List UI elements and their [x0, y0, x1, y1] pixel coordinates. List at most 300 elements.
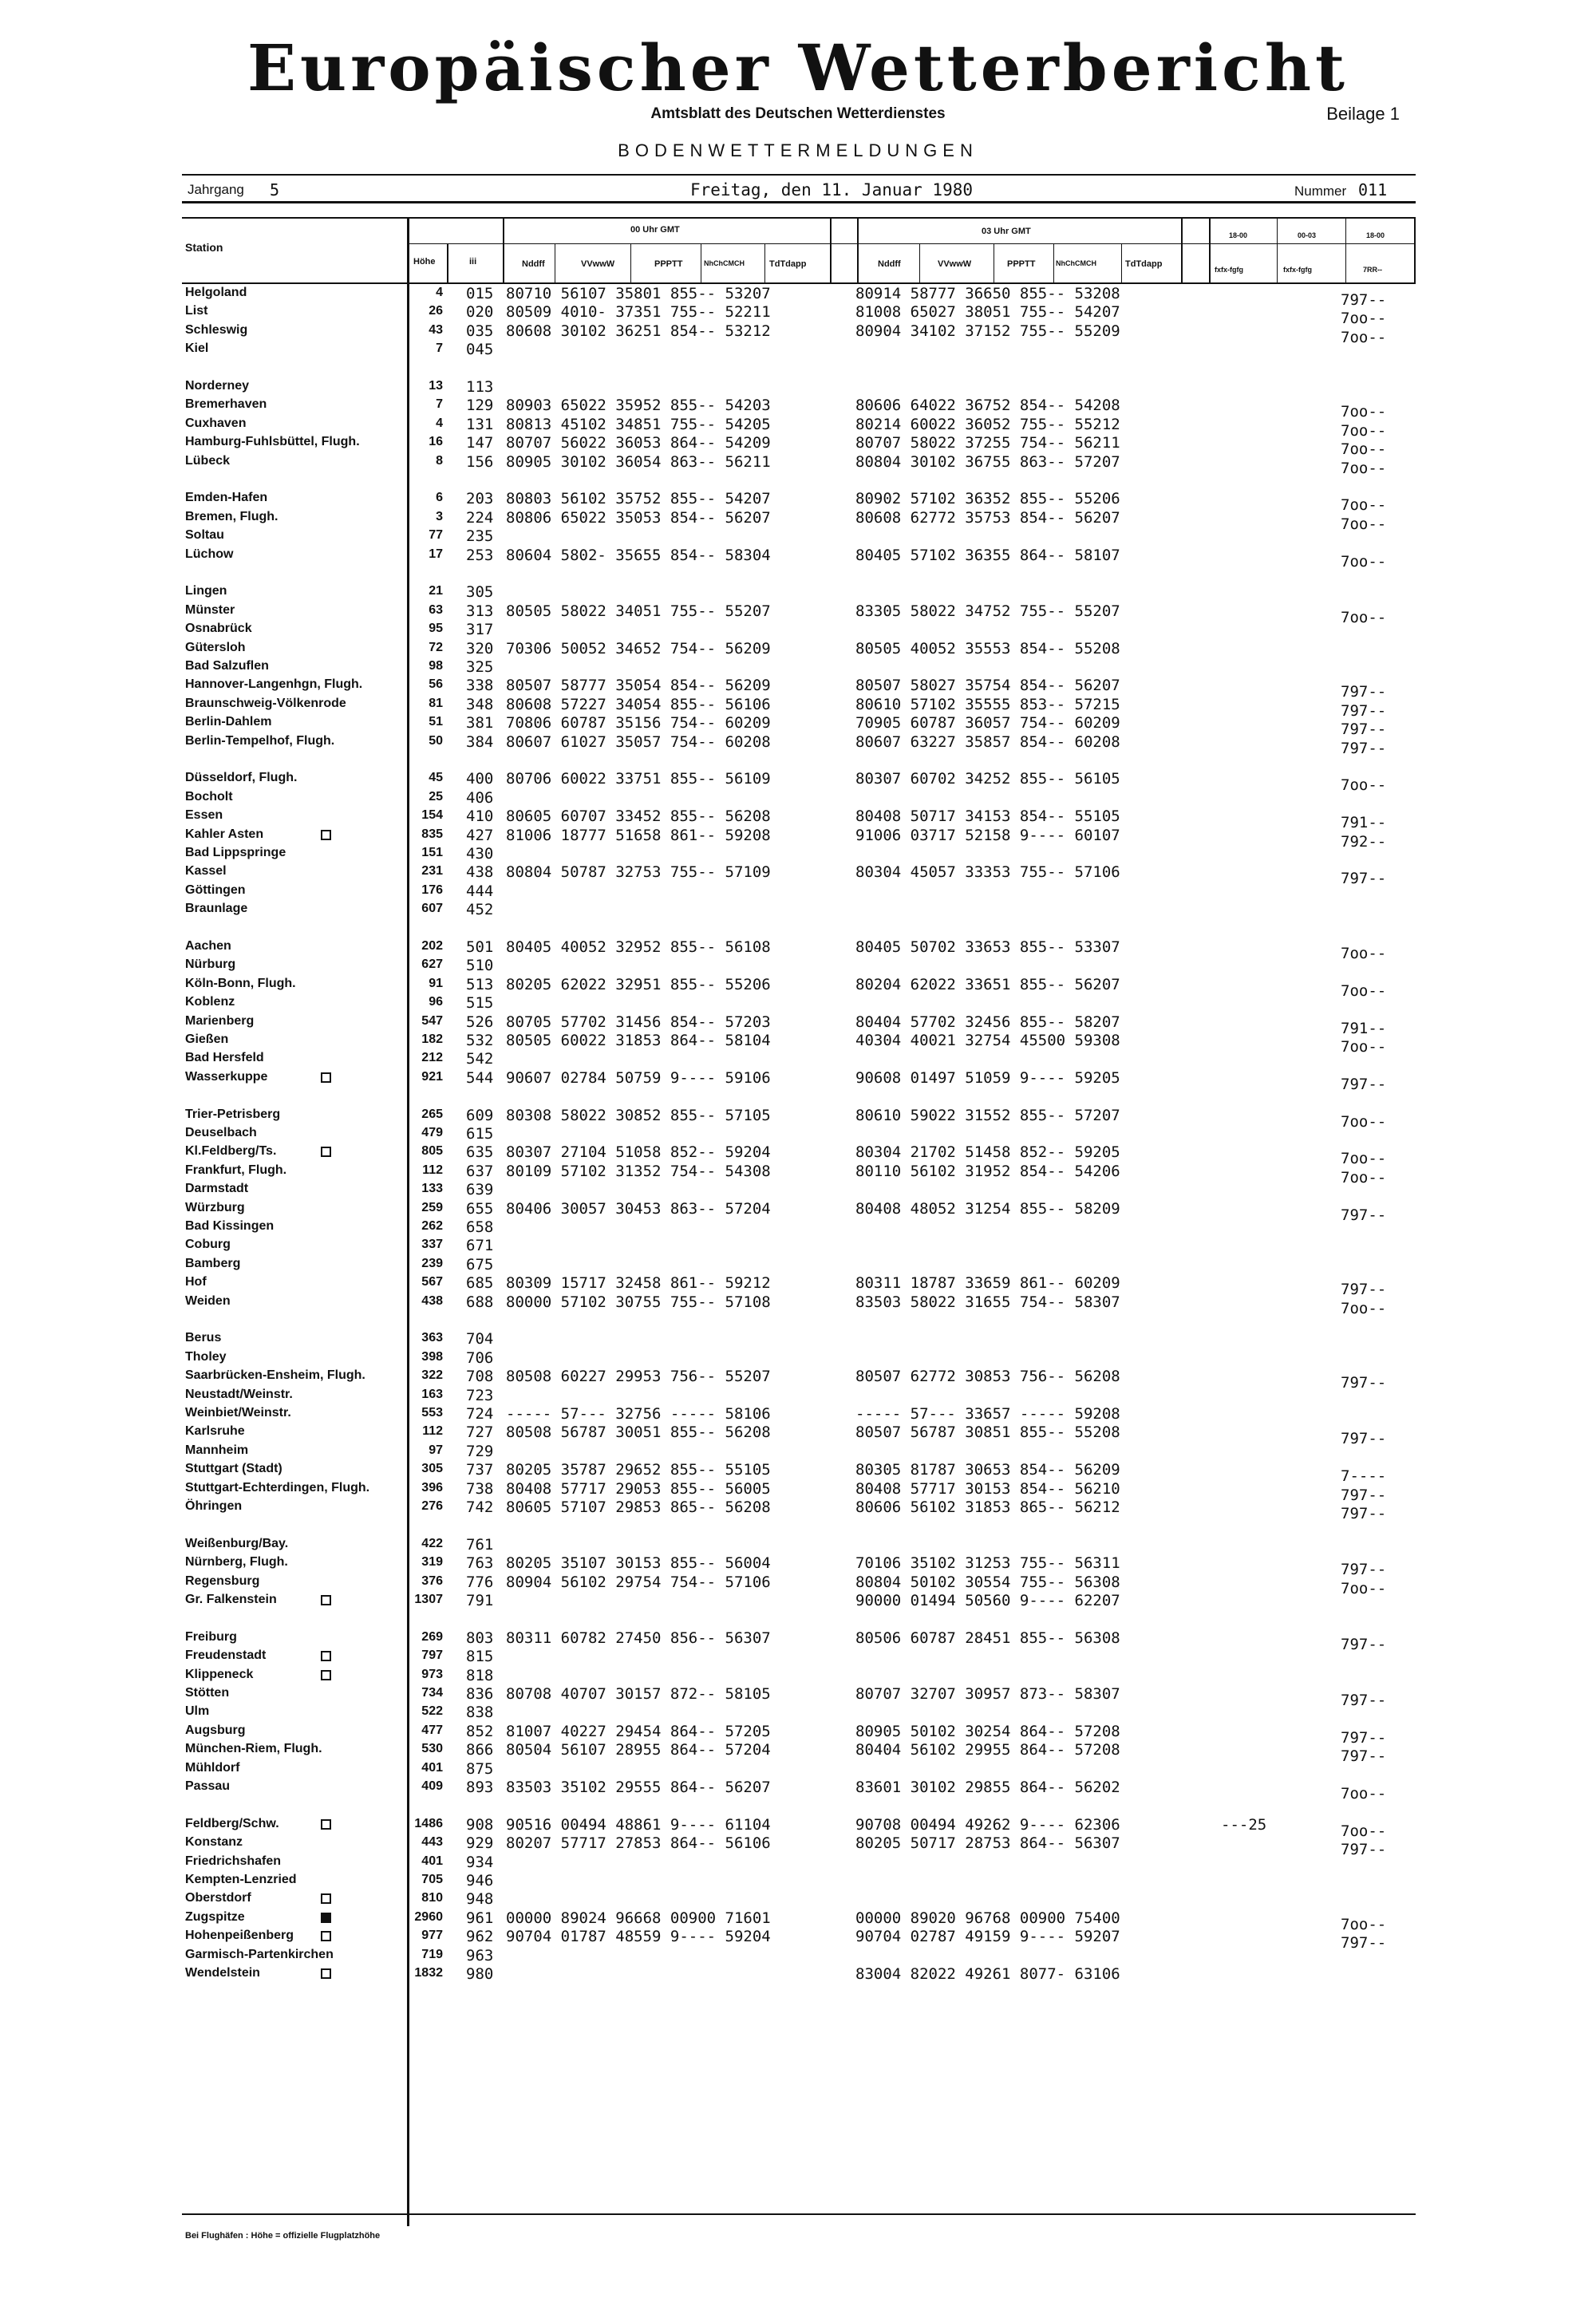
- station-name: Göttingen: [185, 882, 246, 897]
- station-name: Weißenburg/Bay.: [185, 1536, 289, 1550]
- station-name: Wasserkuppe: [185, 1069, 268, 1084]
- obs-03utc: 80311 18787 33659 861-- 60209: [855, 1274, 1120, 1293]
- station-name: Karlsruhe: [185, 1424, 245, 1439]
- station-height: 553: [421, 1406, 443, 1419]
- station-name: Kl.Feldberg/Ts.: [185, 1144, 277, 1159]
- open-square-icon: [321, 1819, 331, 1830]
- station-iii: 113: [466, 378, 494, 396]
- rule-vertical-iii: [503, 217, 504, 284]
- station-iii: 020: [466, 303, 494, 322]
- precip-group: 7oo--: [1341, 403, 1387, 421]
- station-name: Ulm: [185, 1704, 210, 1719]
- precip-group: 7oo--: [1341, 328, 1387, 346]
- col00-tdtdapp: TdTdapp: [769, 259, 807, 269]
- station-height: 151: [421, 846, 443, 859]
- obs-03utc: 40304 40021 32754 45500 59308: [855, 1032, 1120, 1049]
- obs-00utc: 90516 00494 48861 9---- 61104: [506, 1815, 771, 1834]
- obs-00utc: 80508 60227 29953 756-- 55207: [506, 1368, 771, 1386]
- station-name: Konstanz: [185, 1835, 243, 1850]
- precip-group: 7oo--: [1341, 421, 1387, 440]
- header-rule-mid: [409, 243, 1238, 244]
- station-name: Kiel: [185, 342, 209, 356]
- station-iii: 544: [466, 1068, 494, 1087]
- precip-group: 791--: [1341, 1019, 1387, 1037]
- station-height: 7: [436, 397, 443, 412]
- precip-group: 797--: [1341, 1841, 1387, 1859]
- station-name: Münster: [185, 602, 235, 617]
- station-iii: 761: [466, 1535, 494, 1554]
- precip-group: 7oo--: [1341, 459, 1387, 477]
- rule-sub-00-2: [630, 243, 631, 283]
- station-name: Augsburg: [185, 1723, 246, 1737]
- precip-group: 797--: [1341, 1692, 1387, 1709]
- station-height: 396: [421, 1480, 443, 1494]
- station-iii: 348: [466, 695, 494, 713]
- obs-03utc: 80608 62772 35753 854-- 56207: [855, 508, 1120, 527]
- rule-vertical-03-end: [1181, 217, 1183, 284]
- station-height: 319: [421, 1555, 443, 1570]
- obs-03utc: 80804 50102 30554 755-- 56308: [855, 1573, 1120, 1591]
- obs-03utc: 80304 21702 51458 852-- 59205: [855, 1143, 1120, 1162]
- obs-03utc: 80408 48052 31254 855-- 58209: [855, 1199, 1120, 1218]
- station-height: 401: [421, 1854, 443, 1868]
- station-height: 262: [421, 1219, 443, 1233]
- issue-date: Freitag, den 11. Januar 1980: [690, 180, 974, 199]
- station-height: 547: [421, 1013, 443, 1028]
- obs-00utc: 80708 40707 30157 872-- 58105: [506, 1685, 771, 1703]
- station-height: 443: [421, 1835, 443, 1850]
- obs-03utc: 83004 82022 49261 8077- 63106: [855, 1965, 1120, 1983]
- obs-00utc: 00000 89024 96668 00900 71601: [506, 1909, 771, 1927]
- jahrgang-value: 5: [270, 180, 280, 199]
- station-height: 479: [421, 1126, 443, 1139]
- station-height: 4: [436, 416, 443, 430]
- station-iii: 325: [466, 658, 494, 676]
- station-height: 522: [421, 1704, 443, 1719]
- station-height: 259: [421, 1200, 443, 1214]
- precip-group: 797--: [1341, 1374, 1387, 1392]
- precip-group: 7oo--: [1341, 608, 1387, 626]
- station-name: List: [185, 304, 208, 318]
- obs-03utc: 80507 56787 30851 855-- 55208: [855, 1423, 1120, 1442]
- open-square-icon: [321, 1651, 331, 1661]
- station-name: Soltau: [185, 528, 224, 543]
- obs-00utc: 80405 40052 32952 855-- 56108: [506, 938, 771, 956]
- station-name: Lingen: [185, 584, 227, 598]
- station-iii: 866: [466, 1741, 494, 1759]
- header-rule-top: [182, 217, 1416, 219]
- precip-group: 797--: [1341, 1281, 1387, 1299]
- station-name: Braunschweig-Völkenrode: [185, 696, 346, 710]
- station-iii: 929: [466, 1834, 494, 1853]
- station-name: Aachen: [185, 939, 231, 953]
- obs-00utc: 80607 61027 35057 754-- 60208: [506, 732, 771, 751]
- open-square-icon: [321, 1931, 331, 1941]
- station-iii: 035: [466, 322, 494, 340]
- station-name: Öhringen: [185, 1499, 243, 1513]
- rule-vertical-00: [830, 217, 832, 284]
- station-iii: 838: [466, 1704, 494, 1722]
- precip-group: 7oo--: [1341, 1150, 1387, 1168]
- station-iii: 948: [466, 1890, 494, 1909]
- station-iii: 893: [466, 1779, 494, 1796]
- obs-03utc: 80205 50717 28753 864-- 56307: [855, 1834, 1120, 1853]
- station-name: Hof: [185, 1275, 207, 1289]
- station-name: Gießen: [185, 1033, 229, 1046]
- obs-00utc: 80608 57227 34054 855-- 56106: [506, 695, 771, 713]
- station-iii: 639: [466, 1181, 494, 1199]
- station-name: Weiden: [185, 1293, 231, 1308]
- station-height: 797: [421, 1648, 443, 1663]
- station-iii: 410: [466, 807, 494, 826]
- obs-03utc: 70106 35102 31253 755-- 56311: [855, 1554, 1120, 1573]
- supplement-label: Beilage 1: [1326, 104, 1400, 124]
- station-height: 921: [421, 1069, 443, 1084]
- station-iii: 129: [466, 397, 494, 415]
- station-name: Düsseldorf, Flugh.: [185, 771, 298, 785]
- station-name: Stötten: [185, 1686, 230, 1700]
- station-height: 154: [421, 808, 443, 823]
- station-name: Coburg: [185, 1238, 231, 1252]
- rule-vertical-extra-2: [1277, 217, 1278, 284]
- station-iii: 738: [466, 1479, 494, 1498]
- col03-vvwww: VVwwW: [938, 259, 972, 269]
- station-height: 112: [422, 1163, 443, 1177]
- station-name: Kassel: [185, 864, 227, 879]
- station-name: Regensburg: [185, 1573, 260, 1588]
- obs-03utc: ----- 57--- 33657 ----- 59208: [855, 1405, 1120, 1423]
- obs-03utc: 00000 89020 96768 00900 75400: [855, 1909, 1120, 1927]
- precip-group: 7oo--: [1341, 1038, 1387, 1056]
- col-iii-header: iii: [469, 257, 477, 267]
- station-height: 176: [421, 882, 443, 897]
- filled-square-icon: [321, 1913, 331, 1923]
- precip-group: 7oo--: [1341, 1168, 1387, 1187]
- station-height: 50: [429, 733, 443, 748]
- station-height: 276: [421, 1499, 443, 1513]
- obs-00utc: 80813 45102 34851 755-- 54205: [506, 415, 771, 433]
- station-name: Braunlage: [185, 902, 248, 916]
- precip-group: 792--: [1341, 832, 1387, 851]
- station-height: 112: [422, 1424, 443, 1439]
- station-name: Bamberg: [185, 1256, 241, 1270]
- station-iii: 934: [466, 1853, 494, 1871]
- station-height: 45: [429, 771, 443, 785]
- obs-03utc: 80505 40052 35553 854-- 55208: [855, 639, 1120, 657]
- station-iii: 763: [466, 1554, 494, 1573]
- obs-00utc: 80605 60707 33452 855-- 56208: [506, 807, 771, 826]
- station-height: 2960: [414, 1909, 443, 1924]
- station-iii: 635: [466, 1143, 494, 1162]
- obs-00utc: 81007 40227 29454 864-- 57205: [506, 1722, 771, 1740]
- station-iii: 961: [466, 1909, 494, 1927]
- station-name: Stuttgart-Echterdingen, Flugh.: [185, 1480, 370, 1494]
- station-name: Wendelstein: [185, 1966, 260, 1980]
- station-height: 13: [429, 379, 443, 393]
- station-iii: 438: [466, 863, 494, 882]
- station-height: 163: [421, 1387, 443, 1401]
- rule-top: [182, 174, 1416, 176]
- col00-ppptt: PPPTT: [654, 259, 683, 269]
- station-name: Bad Hersfeld: [185, 1051, 264, 1065]
- obs-00utc: 80505 60022 31853 864-- 58104: [506, 1032, 771, 1049]
- station-height: 3: [436, 509, 443, 523]
- station-name: Hohenpeißenberg: [185, 1929, 294, 1943]
- station-name: Essen: [185, 808, 223, 823]
- precip-group: 797--: [1341, 1206, 1387, 1224]
- station-height: 7: [436, 342, 443, 356]
- station-name: Friedrichshafen: [185, 1854, 282, 1868]
- obs-03utc: 80204 62022 33651 855-- 56207: [855, 975, 1120, 993]
- station-height: 133: [421, 1182, 443, 1196]
- rule-sub-03-3: [1053, 243, 1054, 283]
- station-iii: 688: [466, 1293, 494, 1311]
- station-iii: 430: [466, 845, 494, 863]
- station-name: Saarbrücken-Ensheim, Flugh.: [185, 1368, 365, 1383]
- station-iii: 615: [466, 1125, 494, 1143]
- col03-clouds: NhChCMCH: [1056, 259, 1096, 267]
- station-iii: 015: [466, 285, 494, 302]
- station-height: 1307: [414, 1593, 443, 1606]
- precip-group: 7oo--: [1341, 515, 1387, 533]
- obs-00utc: 80806 65022 35053 854-- 56207: [506, 508, 771, 527]
- obs-00utc: 80307 27104 51058 852-- 59204: [506, 1143, 771, 1162]
- station-name: Nürnberg, Flugh.: [185, 1555, 288, 1570]
- station-height: 21: [429, 584, 443, 598]
- col03-ppptt: PPPTT: [1007, 259, 1036, 269]
- station-iii: 685: [466, 1274, 494, 1293]
- station-name: Freudenstadt: [185, 1648, 267, 1663]
- obs-03utc: 80902 57102 36352 855-- 55206: [855, 490, 1120, 508]
- station-iii: 836: [466, 1685, 494, 1703]
- station-height: 43: [429, 322, 443, 337]
- station-iii: 313: [466, 602, 494, 620]
- station-height: 376: [421, 1573, 443, 1588]
- station-height: 77: [429, 528, 443, 543]
- open-square-icon: [321, 1670, 331, 1680]
- station-iii: 708: [466, 1368, 494, 1386]
- block-00-header: 00 Uhr GMT: [630, 225, 680, 235]
- obs-03utc: 90708 00494 49262 9---- 62306: [855, 1815, 1120, 1834]
- station-iii: 317: [466, 621, 494, 639]
- open-square-icon: [321, 1968, 331, 1979]
- col00-clouds: NhChCMCH: [704, 259, 745, 267]
- station-name: Schleswig: [185, 322, 248, 337]
- station-name: Köln-Bonn, Flugh.: [185, 976, 296, 990]
- obs-03utc: 91006 03717 52158 9---- 60107: [855, 826, 1120, 844]
- station-height: 26: [429, 304, 443, 318]
- station-height: 95: [429, 622, 443, 636]
- gust-group: ---25: [1221, 1815, 1267, 1834]
- obs-00utc: 80608 30102 36251 854-- 53212: [506, 322, 771, 340]
- station-name: Gr. Falkenstein: [185, 1593, 277, 1606]
- station-name: Emden-Hafen: [185, 491, 268, 505]
- precip-group: 797--: [1341, 1747, 1387, 1766]
- obs-00utc: 80309 15717 32458 861-- 59212: [506, 1274, 771, 1293]
- rule-vertical-extra-1: [1209, 217, 1211, 284]
- station-iii: 510: [466, 957, 494, 975]
- station-iii: 532: [466, 1032, 494, 1049]
- station-iii: 727: [466, 1423, 494, 1442]
- obs-03utc: 80214 60022 36052 755-- 55212: [855, 415, 1120, 433]
- obs-03utc: 80404 56102 29955 864-- 57208: [855, 1741, 1120, 1759]
- station-name: Bremerhaven: [185, 397, 267, 412]
- station-iii: 515: [466, 994, 494, 1013]
- precip-group: 7oo--: [1341, 1112, 1387, 1131]
- precip-group: 7----: [1341, 1467, 1387, 1486]
- station-name: Würzburg: [185, 1200, 245, 1214]
- nummer-value: 011: [1358, 180, 1388, 199]
- obs-03utc: 80607 63227 35857 854-- 60208: [855, 732, 1120, 751]
- extra-3-top: 18-00: [1366, 231, 1385, 239]
- nummer-label: Nummer: [1294, 184, 1347, 199]
- extra-2-bottom: fxfx-fgfg: [1283, 266, 1312, 274]
- precip-group: 7oo--: [1341, 1822, 1387, 1840]
- obs-03utc: 80304 45057 33353 755-- 57106: [855, 863, 1120, 882]
- rule-sub-00-4: [764, 243, 765, 283]
- station-name: Tholey: [185, 1349, 227, 1364]
- station-height: 805: [421, 1144, 443, 1159]
- precip-group: 797--: [1341, 1635, 1387, 1653]
- precip-group: 7oo--: [1341, 776, 1387, 795]
- station-name: Passau: [185, 1779, 231, 1793]
- obs-03utc: 80507 62772 30853 756-- 56208: [855, 1368, 1120, 1386]
- station-iii: 818: [466, 1666, 494, 1684]
- station-height: 17: [429, 547, 443, 561]
- station-name: Deuselbach: [185, 1126, 257, 1139]
- station-iii: 704: [466, 1330, 494, 1348]
- report-title: Europäischer Wetterbericht: [247, 30, 1349, 105]
- report-subtitle: Amtsblatt des Deutschen Wetterdienstes: [650, 105, 946, 122]
- rule-vertical-03-start: [857, 217, 859, 284]
- station-name: Bad Salzuflen: [185, 659, 269, 673]
- station-height: 719: [421, 1947, 443, 1961]
- obs-00utc: 90704 01787 48559 9---- 59204: [506, 1928, 771, 1946]
- section-heading: BODENWETTERMELDUNGEN: [618, 140, 978, 160]
- obs-03utc: 80707 32707 30957 873-- 58307: [855, 1685, 1120, 1703]
- open-square-icon: [321, 1072, 331, 1083]
- footnote: Bei Flughäfen : Höhe = offizielle Flugplatzhöhe: [185, 2231, 381, 2241]
- station-iii: 131: [466, 415, 494, 433]
- obs-00utc: 70306 50052 34652 754-- 56209: [506, 639, 771, 657]
- station-height: 530: [421, 1742, 443, 1756]
- station-height: 97: [429, 1443, 443, 1457]
- obs-03utc: 81008 65027 38051 755-- 54207: [855, 303, 1120, 322]
- station-iii: 706: [466, 1348, 494, 1367]
- station-height: 363: [421, 1331, 443, 1345]
- station-height: 422: [421, 1536, 443, 1550]
- station-height: 1832: [414, 1966, 443, 1980]
- obs-00utc: 80406 30057 30453 863-- 57204: [506, 1199, 771, 1218]
- station-iii: 815: [466, 1648, 494, 1666]
- station-name: Berlin-Tempelhof, Flugh.: [185, 733, 335, 748]
- obs-00utc: 80509 4010- 37351 755-- 52211: [506, 303, 771, 322]
- station-iii: 224: [466, 508, 494, 527]
- station-name: Darmstadt: [185, 1182, 249, 1196]
- header-rule-extra-mid: [1209, 243, 1416, 244]
- station-iii: 235: [466, 527, 494, 546]
- station-iii: 637: [466, 1162, 494, 1180]
- precip-group: 797--: [1341, 1728, 1387, 1747]
- station-height: 477: [421, 1723, 443, 1737]
- station-iii: 724: [466, 1405, 494, 1423]
- obs-00utc: 80207 57717 27853 864-- 56106: [506, 1834, 771, 1853]
- obs-00utc: 80706 60022 33751 855-- 56109: [506, 770, 771, 788]
- obs-03utc: 80606 64022 36752 854-- 54208: [855, 397, 1120, 415]
- station-iii: 156: [466, 452, 494, 471]
- open-square-icon: [321, 1147, 331, 1157]
- station-height: 409: [421, 1779, 443, 1793]
- station-name: Koblenz: [185, 995, 235, 1009]
- obs-00utc: 80205 35787 29652 855-- 55105: [506, 1461, 771, 1479]
- obs-00utc: 80408 57717 29053 855-- 56005: [506, 1479, 771, 1498]
- station-height: 8: [436, 453, 443, 468]
- precip-group: 797--: [1341, 1430, 1387, 1448]
- obs-03utc: 83503 58022 31655 754-- 58307: [855, 1293, 1120, 1311]
- obs-03utc: 80905 50102 30254 864-- 57208: [855, 1722, 1120, 1740]
- station-name: Cuxhaven: [185, 416, 247, 430]
- station-iii: 253: [466, 546, 494, 564]
- station-height: 973: [421, 1667, 443, 1681]
- col-station-header: Station: [185, 241, 223, 254]
- obs-00utc: 80508 56787 30051 855-- 56208: [506, 1423, 771, 1442]
- station-height: 835: [421, 827, 443, 841]
- station-iii: 675: [466, 1255, 494, 1273]
- station-height: 96: [429, 995, 443, 1009]
- station-name: Feldberg/Schw.: [185, 1816, 279, 1830]
- station-name: Frankfurt, Flugh.: [185, 1163, 287, 1177]
- station-name: Bad Kissingen: [185, 1219, 275, 1233]
- obs-03utc: 90000 01494 50560 9---- 62207: [855, 1592, 1120, 1609]
- station-iii: 658: [466, 1218, 494, 1236]
- obs-00utc: 80605 57107 29853 865-- 56208: [506, 1498, 771, 1516]
- obs-03utc: 80110 56102 31952 854-- 54206: [855, 1162, 1120, 1180]
- obs-03utc: 80408 50717 34153 854-- 55105: [855, 807, 1120, 826]
- station-height: 265: [421, 1107, 443, 1121]
- station-iii: 946: [466, 1872, 494, 1889]
- station-iii: 723: [466, 1386, 494, 1404]
- station-iii: 444: [466, 882, 494, 900]
- precip-group: 7oo--: [1341, 1299, 1387, 1317]
- obs-00utc: 80903 65022 35952 855-- 54203: [506, 397, 771, 415]
- station-iii: 147: [466, 434, 494, 452]
- station-name: Zugspitze: [185, 1909, 245, 1924]
- station-height: 81: [429, 696, 443, 710]
- precip-group: 797--: [1341, 1075, 1387, 1093]
- station-height: 438: [421, 1293, 443, 1308]
- obs-03utc: 80405 50702 33653 855-- 53307: [855, 938, 1120, 956]
- station-name: Kempten-Lenzried: [185, 1873, 297, 1886]
- obs-03utc: 80610 57102 35555 853-- 57215: [855, 695, 1120, 713]
- station-name: Mühldorf: [185, 1760, 240, 1775]
- obs-00utc: 80205 35107 30153 855-- 56004: [506, 1554, 771, 1573]
- rule-sub-03-1: [919, 243, 920, 283]
- station-iii: 427: [466, 826, 494, 844]
- station-name: Trier-Petrisberg: [185, 1107, 281, 1121]
- station-iii: 776: [466, 1573, 494, 1591]
- obs-00utc: 80109 57102 31352 754-- 54308: [506, 1162, 771, 1180]
- obs-00utc: 80905 30102 36054 863-- 56211: [506, 452, 771, 471]
- station-name: Neustadt/Weinstr.: [185, 1387, 293, 1401]
- precip-group: 797--: [1341, 721, 1387, 739]
- obs-03utc: 80606 56102 31853 865-- 56212: [855, 1498, 1120, 1516]
- col03-nddff: Nddff: [878, 259, 901, 269]
- station-iii: 962: [466, 1928, 494, 1946]
- station-name: Lüchow: [185, 547, 234, 561]
- obs-00utc: 80710 56107 35801 855-- 53207: [506, 285, 771, 302]
- station-height: 1486: [414, 1816, 443, 1830]
- station-iii: 980: [466, 1965, 494, 1983]
